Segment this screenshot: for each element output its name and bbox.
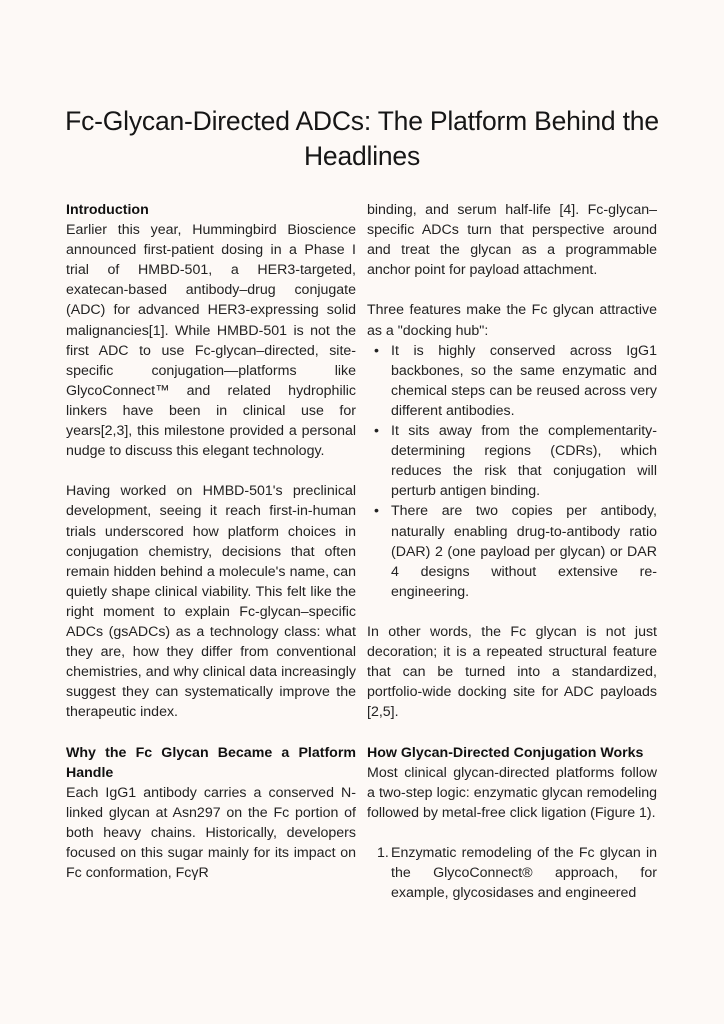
list-item	[377, 843, 657, 903]
step-text: Enzymatic remodeling of the Fc glycan in the GlycoConnect® approach, for example, glycosidases and engineered	[391, 845, 657, 902]
section-heading-why-fc-glycan: Why the Fc Glycan Became a Platform Handle	[66, 744, 356, 781]
right-column	[367, 200, 657, 903]
list-item: • It is highly conserved across IgG1 backbones, so the same enzymatic and chemical steps can be reused across very different antibodies.	[391, 341, 657, 421]
section-heading-how-it-works: How Glycan-Directed Conjugation Works	[367, 744, 644, 761]
paragraph-intro-1: Earlier this year, Hummingbird Bioscience announced first-patient dosing in a Phase I trial of HMBD-501, a HER3-targeted, exatecan-based antibody–drug conjugate (ADC) for advanced HER3-expressing solid malignancies[1]. While HMBD-501 is not the first ADC to use Fc-glycan–directed, site-specific conjugation—platforms like GlycoConnect™ and related hydrophilic linkers have been in clinical use for years[2,3], this milestone provided a personal nudge to discuss this elegant technology.	[66, 222, 356, 460]
paragraph-gap	[66, 461, 356, 481]
list-item: • There are two copies per antibody, naturally enabling drug-to-antibody ratio (DAR) 2 (one payload per glycan) or DAR 4 designs without extensive re-engineering.	[391, 501, 657, 601]
paragraph-why-1-continued: binding, and serum half-life [4]. Fc-glycan–specific ADCs turn that perspective around and treat the glycan as a programmable anchor point for payload attachment.	[367, 202, 657, 279]
paragraph-gap	[367, 280, 657, 300]
page-title: Fc-Glycan-Directed ADCs: The Platform Behind the Headlines	[65, 106, 659, 171]
paragraph-how-1: Most clinical glycan-directed platforms follow a two-step logic: enzymatic glycan remodeling followed by metal-free click ligation (Figure 1).	[367, 764, 657, 821]
paragraph-other-words: In other words, the Fc glycan is not just decoration; it is a repeated structural feature that can be turned into a standardized, portfolio-wide docking site for ADC payloads [2,5].	[367, 623, 657, 721]
paragraph-gap	[367, 602, 657, 622]
paragraph-gap	[367, 823, 657, 843]
features-list	[367, 341, 657, 602]
steps-list	[367, 843, 657, 903]
paragraph-gap	[66, 722, 356, 742]
section-heading-introduction: Introduction	[66, 202, 149, 218]
paragraph-features-intro: Three features make the Fc glycan attractive as a "docking hub":	[367, 302, 657, 339]
paragraph-why-1: Each IgG1 antibody carries a conserved N-linked glycan at Asn297 on the Fc portion of both heavy chains. Historically, developers focused on this sugar mainly for its impact on Fc conformation, FcγR	[66, 784, 356, 882]
paragraph-gap	[367, 722, 657, 742]
paragraph-intro-2: Having worked on HMBD-501's preclinical development, seeing it reach first-in-human trials underscored how platform choices in conjugation chemistry, decisions that often remain hidden behind a molecule's name, can quietly shape clinical viability. This felt like the right moment to explain Fc-glycan–specific ADCs (gsADCs) as a technology class: what they are, how they differ from conventional chemistries, and why clinical data increasingly suggest they can systematically improve the therapeutic index.	[66, 483, 356, 721]
list-item: • It sits away from the complementarity-determining regions (CDRs), which reduces the risk that conjugation will perturb antigen binding.	[391, 421, 657, 501]
step-number: 1.	[377, 845, 389, 861]
left-column	[66, 200, 356, 883]
